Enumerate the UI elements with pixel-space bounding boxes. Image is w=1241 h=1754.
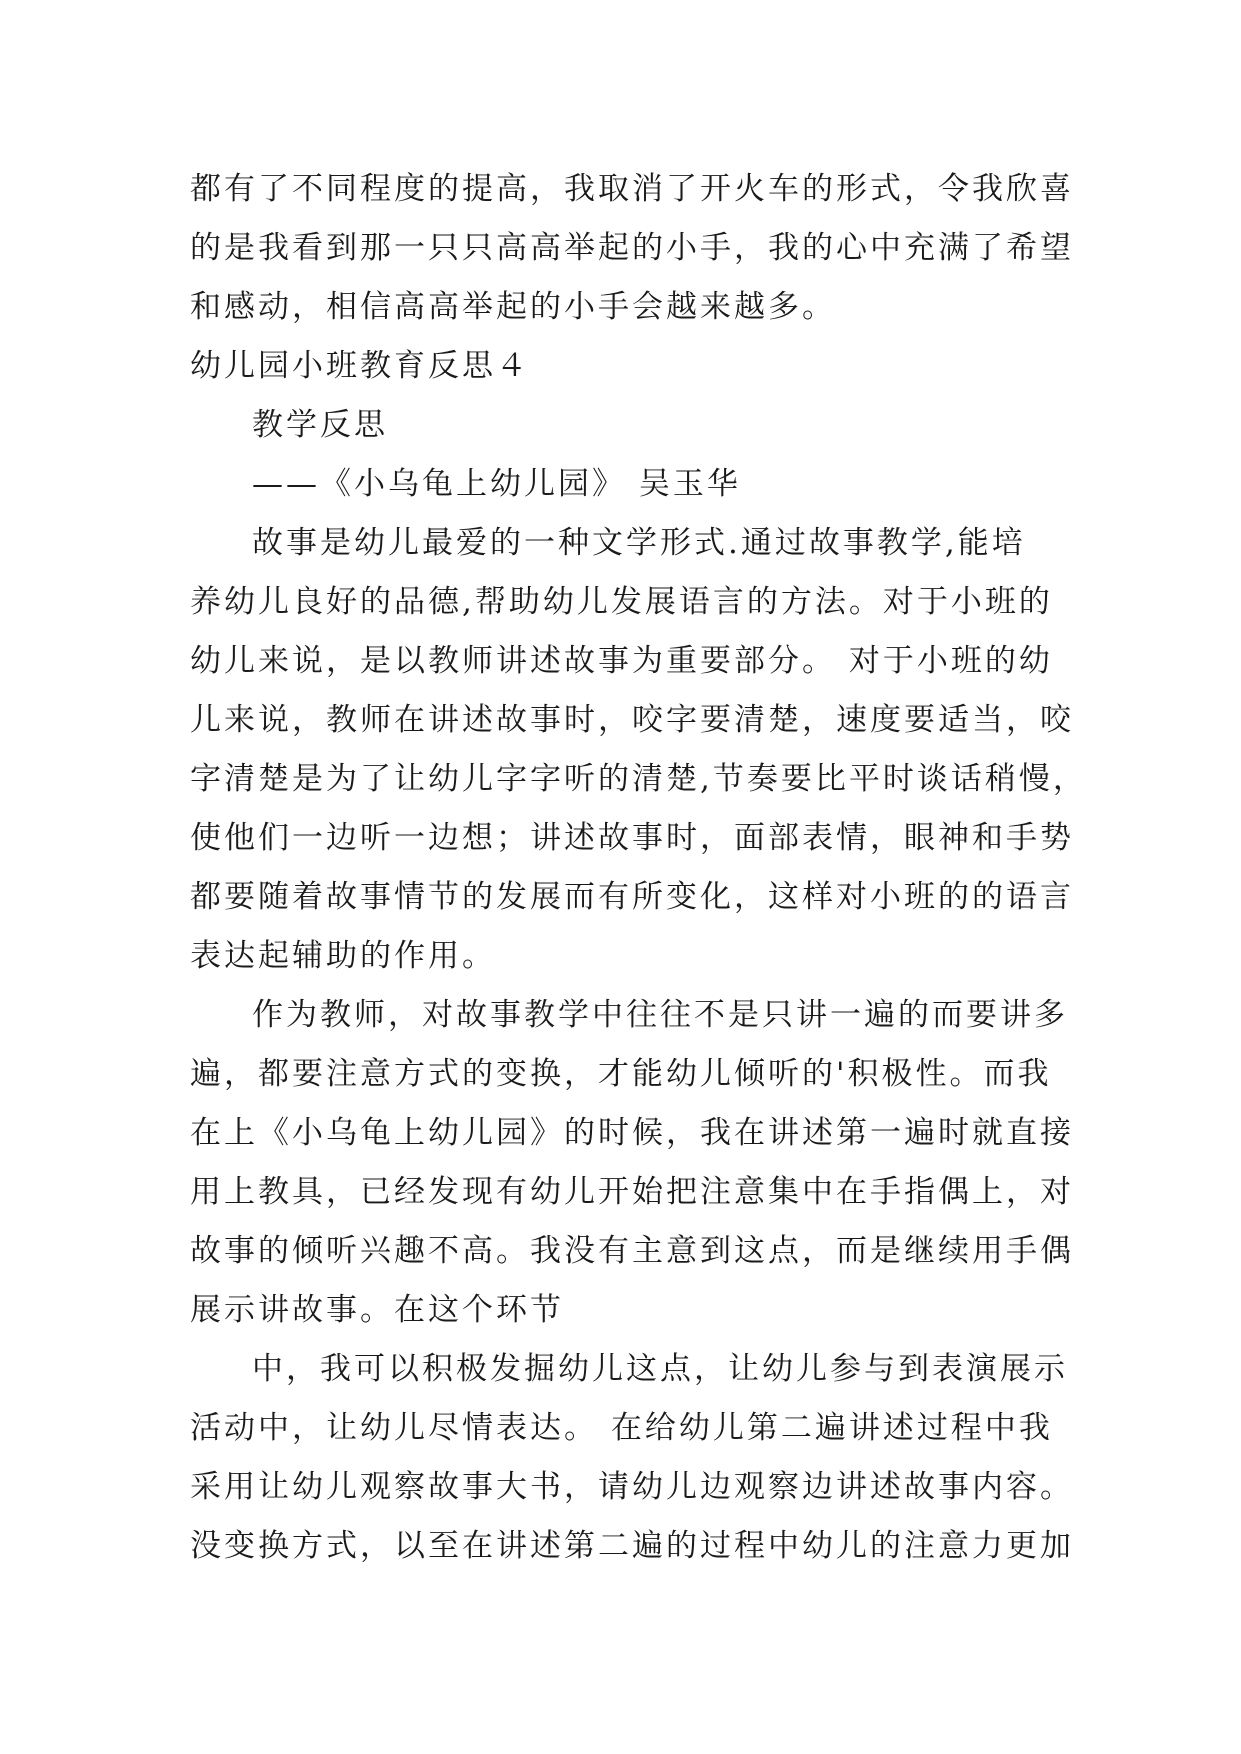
- text-line: 活动中，让幼儿尽情表达。 在给幼儿第二遍讲述过程中我: [190, 1410, 1053, 1446]
- paragraph-start: 作为教师，对故事教学中往往不是只讲一遍的而要讲多: [252, 997, 1068, 1033]
- text-line: 都要随着故事情节的发展而有所变化，这样对小班的的语言: [190, 879, 1074, 915]
- paragraph-start: 故事是幼儿最爱的一种文学形式.通过故事教学,能培: [252, 525, 1026, 561]
- text-line: 用上教具，已经发现有幼儿开始把注意集中在手指偶上，对: [190, 1174, 1074, 1210]
- text-line: 儿来说，教师在讲述故事时，咬字要清楚，速度要适当，咬: [190, 702, 1074, 738]
- text-line: 在上《小乌龟上幼儿园》的时候，我在讲述第一遍时就直接: [190, 1115, 1074, 1151]
- text-line: 养幼儿良好的品德,帮助幼儿发展语言的方法。对于小班的: [190, 584, 1053, 620]
- text-line: 没变换方式，以至在讲述第二遍的过程中幼儿的注意力更加: [190, 1528, 1074, 1564]
- text-line: 使他们一边听一边想；讲述故事时，面部表情，眼神和手势: [190, 820, 1074, 856]
- byline: ——《小乌龟上幼儿园》 吴玉华: [252, 466, 741, 502]
- text-line: 展示讲故事。在这个环节: [190, 1292, 564, 1328]
- text-line: 和感动，相信高高举起的小手会越来越多。: [190, 289, 836, 325]
- subheading: 教学反思: [252, 407, 388, 443]
- text-line: 幼儿来说，是以教师讲述故事为重要部分。 对于小班的幼: [190, 643, 1053, 679]
- section-heading: 幼儿园小班教育反思４: [190, 348, 530, 384]
- paragraph-start: 中，我可以积极发掘幼儿这点，让幼儿参与到表演展示: [252, 1351, 1068, 1387]
- text-line: 采用让幼儿观察故事大书，请幼儿边观察边讲述故事内容。: [190, 1469, 1074, 1505]
- text-line: 的是我看到那一只只高高举起的小手，我的心中充满了希望: [190, 230, 1074, 266]
- document-body: [190, 160, 1087, 1576]
- text-line: 遍，都要注意方式的变换，才能幼儿倾听的'积极性。而我: [190, 1056, 1052, 1092]
- text-line: 字清楚是为了让幼儿字字听的清楚,节奏要比平时谈话稍慢，: [190, 761, 1087, 797]
- text-line: 表达起辅助的作用。: [190, 938, 496, 974]
- text-line: 都有了不同程度的提高，我取消了开火车的形式，令我欣喜: [190, 171, 1074, 207]
- text-line: 故事的倾听兴趣不高。我没有主意到这点，而是继续用手偶: [190, 1233, 1074, 1269]
